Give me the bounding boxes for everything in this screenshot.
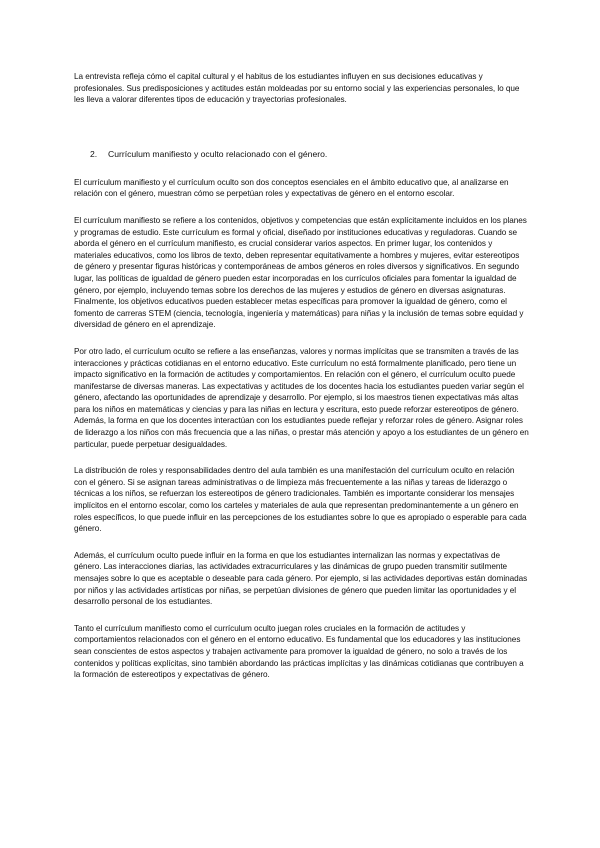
section-number: 2.	[90, 148, 98, 159]
paragraph-norms-internalization: Además, el currículum oculto puede influir en la forma en que los estudiantes internalizan las normas y expectativas de género. Las interacciones diarias, las actividades extracurriculares y las dinámicas de grupo pueden transmitir sutilmente mensajes sobre lo que es aceptable o deseable para cada género. Por ejemplo, si las actividades deportivas están dominadas por niños y las actividades artísticas por niñas, se perpetúan divisiones de género que pueden limitar las oportunidades y el desarrollo personal de los estudiantes.	[74, 550, 528, 607]
paragraph-conclusion: Tanto el currículum manifiesto como el currículum oculto juegan roles cruciales en la formación de actitudes y comportamientos relacionados con el género en el entorno educativo. Es fundamental que los educadores y las instituciones sean conscientes de estos aspectos y trabajen activamente para promover la igualdad de género, no solo a través de los contenidos y políticas explícitas, sino también abordando las prácticas implícitas y las dinámicas cotidianas que contribuyen a la formación de estereotipos y expectativas de género.	[74, 623, 524, 680]
paragraph-definition: El currículum manifiesto y el currículum oculto son dos conceptos esenciales en el ámbito educativo que, al analizarse en relación con el género, muestran cómo se perpetúan roles y expectativas de género en el entorno escolar.	[74, 177, 509, 199]
paragraph-manifest-curriculum: El currículum manifiesto se refiere a los contenidos, objetivos y competencias que están explícitamente incluidos en los planes y programas de estudio. Este currículum es formal y oficial, diseñado por instituciones educativas y reguladoras. Cuando se aborda el género en el currículum manifiesto, es crucial considerar varios aspectos. En primer lugar, los contenidos y materiales educativos, como los libros de texto, deben representar equitativamente a hombres y mujeres, evitar estereotipos de género y presentar figuras históricas y contemporáneas de ambos géneros en roles diversos y significativos. En segundo lugar, las políticas de igualdad de género pueden estar incorporadas en los currículos oficiales para fomentar la igualdad de género, por ejemplo, incluyendo temas sobre los derechos de las mujeres y estudios de género en diversas asignaturas. Finalmente, los objetivos educativos pueden establecer metas específicas para promover la igualdad de género, como el fomento de carreras STEM (ciencia, tecnología, ingeniería y matemáticas) para niñas y la inclusión de temas sobre equidad y diversidad de género en el aprendizaje.	[74, 215, 527, 330]
section-heading	[74, 148, 529, 160]
paragraph-roles-distribution: La distribución de roles y responsabilidades dentro del aula también es una manifestación del currículum oculto en relación con el género. Si se asignan tareas administrativas o de limpieza más frecuentemente a las niñas y tareas de liderazgo o técnicas a los niños, se refuerzan los estereotipos de género tradicionales. También es importante considerar los mensajes implícitos en el entorno escolar, como los carteles y materiales de aula que representan predominantemente a un género en roles específicos, lo que puede influir en las percepciones de los estudiantes sobre lo que es apropiado o esperable para cada género.	[74, 466, 527, 534]
paragraph-hidden-curriculum: Por otro lado, el currículum oculto se refiere a las enseñanzas, valores y normas implícitas que se transmiten a través de las interacciones y prácticas cotidianas en el entorno educativo. Este currículum no está formalmente planificado, pero tiene un impacto significativo en la formación de actitudes y comportamientos. En relación con el género, el currículum oculto puede manifestarse de diversas maneras. Las expectativas y actitudes de los docentes hacia los estudiantes pueden variar según el género, afectando las oportunidades de aprendizaje y desarrollo. Por ejemplo, si los maestros tienen expectativas más altas para los niños en matemáticas y ciencias y para las niñas en lectura y escritura, esto puede reforzar estereotipos de género. Además, la forma en que los docentes interactúan con los estudiantes puede reflejar y reforzar roles de género. Asignar roles de liderazgo a los niños con más frecuencia que a las niñas, o prestar más atención y apoyo a los estudiantes de un género en particular, puede perpetuar desigualdades.	[74, 346, 529, 449]
intro-paragraph: La entrevista refleja cómo el capital cultural y el habitus de los estudiantes influyen en sus decisiones educativas y profesionales. Sus predisposiciones y actitudes están moldeadas por su entorno social y las experiencias personales, lo que les lleva a valorar diferentes tipos de educación y trayectorias profesionales.	[74, 72, 520, 105]
section-title: Currículum manifiesto y oculto relacionado con el género.	[108, 148, 328, 159]
document-page	[74, 71, 529, 681]
